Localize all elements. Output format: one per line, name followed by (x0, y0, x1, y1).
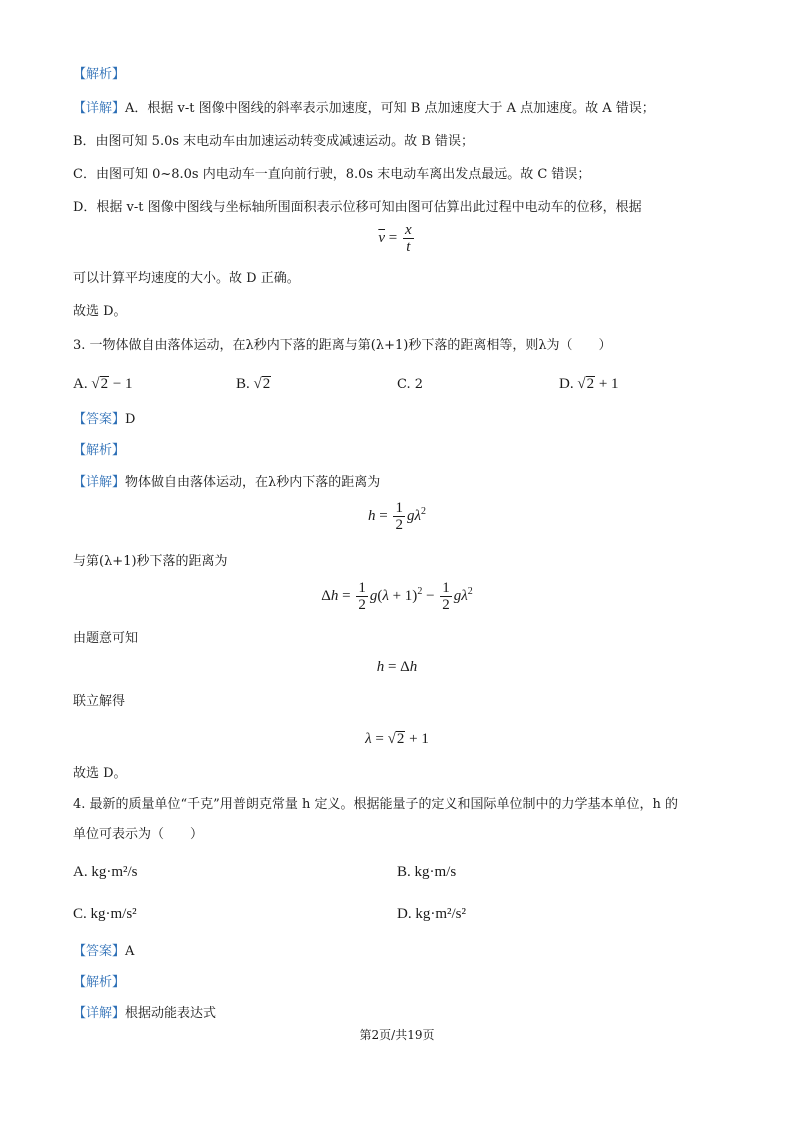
q3-option-d: D. √2 + 1 (559, 376, 619, 392)
formula-lhs: $\overline{v}$ (378, 229, 386, 246)
q4-answer (73, 943, 134, 961)
q3-line2: 与第(λ+1)秒下落的距离为 (73, 554, 228, 569)
q4-option-c: C. kg·m/s² (73, 906, 137, 922)
q4-option-d: D. kg·m²/s² (397, 906, 466, 922)
q3-stem: 3. 一物体做自由落体运动，在λ秒内下落的距离与第(λ+1)秒下落的距离相等，则λ为（ ） (73, 338, 612, 353)
q3-answer-value: D (125, 412, 136, 427)
q3-option-b-label: B. (236, 376, 250, 392)
q3-answer-tag: 【答案】 (73, 412, 126, 427)
q4-analysis-heading: 【解析】 (73, 975, 126, 990)
explanation-line-a (73, 100, 655, 118)
q4-option-a: A. kg·m²/s (73, 864, 138, 880)
q4-answer-tag: 【答案】 (73, 944, 126, 959)
formula-numerator: x (404, 222, 412, 238)
explanation-a-text: A．根据 v-t 图像中图线的斜率表示加速度，可知 B 点加速度大于 A 点加速度。故 A 错误； (125, 101, 655, 116)
q3-option-a-label: A. (73, 376, 88, 392)
block1-conclusion: 故选 D。 (73, 304, 127, 319)
average-velocity-formula: $\overline{v}$ = $\frac{x}{t}$ (378, 222, 412, 255)
formula-h: h = $\frac{1}{2}$ $g\lambda^2$ (368, 500, 426, 533)
q4-option-b: B. kg·m/s (397, 864, 457, 880)
q4-stem-line1: 4. 最新的质量单位“千克”用普朗克常量 h 定义。根据能量子的定义和国际单位制中的力学基本单位，h 的 (73, 797, 678, 812)
q3-line4: 联立解得 (73, 694, 126, 709)
explanation-line-c: C．由图可知 0~8.0s 内电动车一直向前行驶，8.0s 末电动车离出发点最远。故 C 错误； (73, 167, 591, 182)
q3-option-b: B. √2 (236, 376, 271, 392)
page-footer: 第2页/共19页 (359, 1028, 435, 1042)
formula-equality: h = Δh (376, 659, 418, 675)
q4-answer-value: A (125, 944, 135, 959)
analysis-heading: 【解析】 (73, 67, 126, 82)
formula-delta-h: Δh = $\frac{1}{2}$ $g(\lambda + 1)^2$ − $\frac{1}{2}$ $g\lambda^2$ (321, 580, 473, 613)
formula-denominator: t (406, 239, 411, 255)
detail-tag: 【详解】 (73, 101, 126, 116)
q3-line3: 由题意可知 (73, 631, 139, 646)
q3-detail (73, 474, 380, 492)
q3-option-a: A. √2 − 1 (73, 376, 133, 392)
q3-option-d-label: D. (559, 376, 574, 392)
q3-analysis-heading: 【解析】 (73, 443, 126, 458)
explanation-after-formula: 可以计算平均速度的大小。故 D 正确。 (73, 271, 300, 286)
q3-conclusion: 故选 D。 (73, 766, 127, 781)
q4-detail (73, 1005, 216, 1023)
q4-detail-tag: 【详解】 (73, 1006, 126, 1021)
explanation-line-d: D．根据 v-t 图像中图线与坐标轴所围面积表示位移可知由图可估算出此过程中电动车的位移，根据 (73, 200, 642, 215)
q3-answer (73, 411, 135, 429)
q3-detail-text: 物体做自由落体运动，在λ秒内下落的距离为 (125, 475, 381, 490)
explanation-line-b: B．由图可知 5.0s 末电动车由加速运动转变成减速运动。故 B 错误； (73, 134, 474, 149)
formula-lambda: λ = √2 + 1 (365, 731, 429, 747)
q4-detail-text: 根据动能表达式 (125, 1006, 217, 1021)
q3-option-c: C. 2 (397, 377, 424, 392)
q3-detail-tag: 【详解】 (73, 475, 126, 490)
q4-stem-line2: 单位可表示为（ ） (73, 827, 204, 842)
